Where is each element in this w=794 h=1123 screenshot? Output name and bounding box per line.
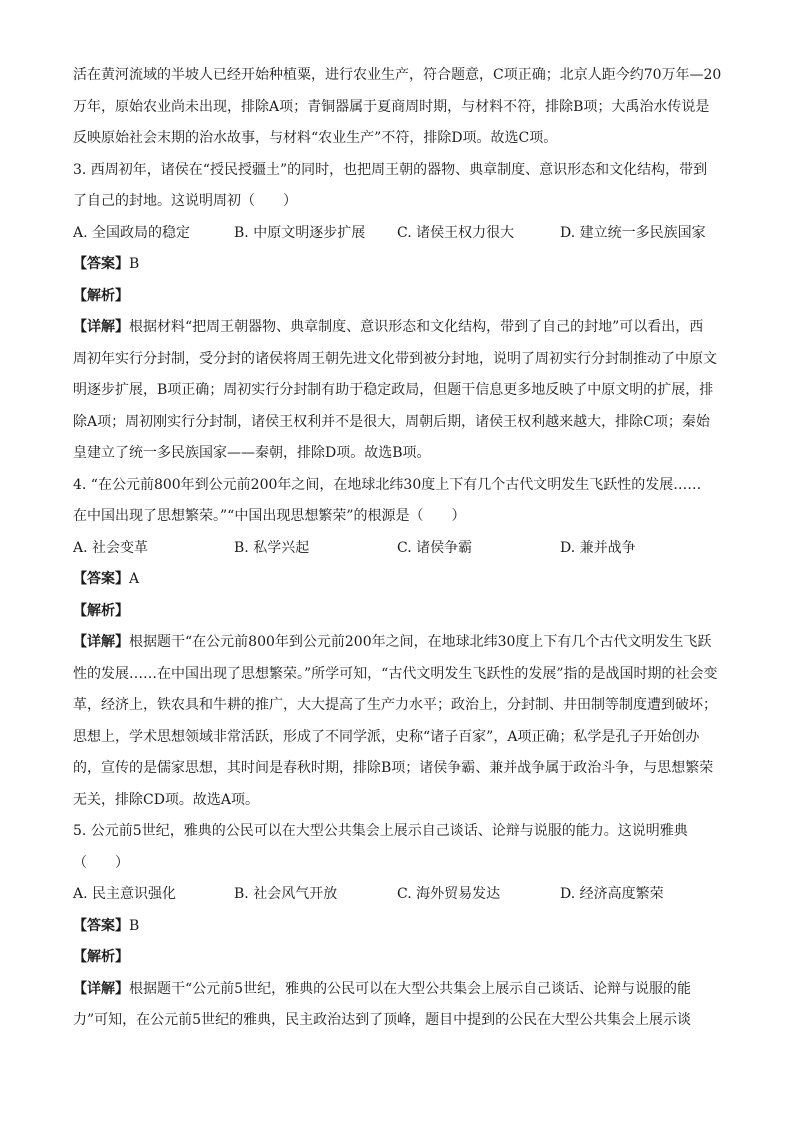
text-line: 力”可知，在公元前5世纪的雅典，民主政治达到了顶峰，题目中提到的公民在大型公共集会上展示谈: [73, 1012, 692, 1028]
option-c: C. 诸侯争霸: [397, 539, 473, 556]
answer-tag: 【答案】: [73, 917, 129, 934]
answer-tag: 【答案】: [73, 256, 129, 272]
text-line: 无关，排除CD项。故选A项。: [73, 791, 260, 808]
option-b: B. 中原文明逐步扩展: [234, 224, 366, 241]
text-line: [73, 627, 723, 659]
answer-line: [73, 564, 723, 596]
detail-tag: 【详解】: [73, 634, 129, 650]
text-line: 的，宣传的是儒家思想，其时间是春秋时期，排除B项；诸侯争霸、兼并战争属于政治斗争，与思想繁荣: [73, 760, 714, 776]
question-stem: 5. 公元前5世纪，雅典的公民可以在大型公共集会上展示自己谈话、论辩与说服的能力。这说明雅典: [73, 823, 688, 839]
question-3: [73, 155, 723, 470]
option-c: C. 海外贸易发达: [397, 886, 501, 902]
answer-value: B: [129, 256, 140, 272]
question-stem: 3. 西周初年，诸侯在“授民授疆土”的同时，也把周王朝的器物、典章制度、意识形态和文化结构，带到: [73, 161, 708, 178]
text-line: [73, 312, 723, 344]
options-row: [73, 879, 723, 911]
option-a: A. 全国政局的稳定: [73, 224, 191, 241]
text-line: 思想上，学术思想领域非常活跃，形成了不同学派，史称“诸子百家”，A项正确；私学是孔子开始创办: [73, 728, 700, 745]
detail-paragraph: [73, 312, 723, 470]
text-line: 万年，原始农业尚未出现，排除A项；青铜器属于夏商周时期，与材料不符，排除B项；大禹治水传说是: [73, 98, 710, 115]
answer-line: [73, 911, 723, 943]
text-line: 明逐步扩展，B项正确；周初实行分封制有助于稳定政局，但题干信息更多地反映了中原文明的扩展，排: [73, 382, 714, 398]
option-d: D. 兼并战争: [560, 539, 636, 556]
analysis-tag: 【解析】: [73, 287, 129, 304]
answer-value: B: [129, 917, 140, 934]
option-a: A. 民主意识强化: [73, 886, 177, 902]
text-line: 周初年实行分封制，受分封的诸侯将周王朝先进文化带到被分封地，说明了周初实行分封制推动了中原文: [73, 350, 717, 367]
option-d: D. 经济高度繁荣: [560, 886, 664, 902]
detail-text: 根据题干“公元前5世纪，雅典的公民可以在大型公共集会上展示自己谈话、论辩与说服的能: [129, 980, 692, 997]
text-line: 革，经济上，铁农具和牛耕的推广，大大提高了生产力水平；政治上，分封制、井田制等制度遭到破坏；: [73, 697, 717, 713]
question-5: [73, 816, 723, 1037]
answer-line: [73, 249, 723, 281]
option-d: D. 建立统一多民族国家: [560, 224, 706, 241]
option-c: C. 诸侯王权力很大: [397, 224, 515, 241]
text-line: 性的发展……在中国出现了思想繁荣。”所学可知，“古代文明发生飞跃性的发展”指的是战国时期的社会变: [73, 665, 718, 682]
question-stem: 了自己的封地。这说明周初（ ）: [73, 193, 297, 209]
question-stem: 4. “在公元前800年到公元前200年之间，在地球北纬30度上下有几个古代文明发生飞跃性的发展……: [73, 476, 702, 493]
detail-paragraph: [73, 974, 723, 1037]
question-stem: （ ）: [73, 854, 129, 871]
options-row: [73, 533, 723, 565]
document-page: [73, 60, 723, 1037]
options-row: [73, 218, 723, 250]
answer-tag: 【答案】: [73, 571, 129, 587]
intro-paragraph: [73, 60, 723, 155]
analysis-tag: 【解析】: [73, 949, 129, 965]
option-b: B. 社会风气开放: [234, 886, 338, 902]
analysis-line: [73, 942, 723, 974]
question-4: [73, 470, 723, 817]
text-line: 反映原始社会末期的治水故事，与材料“农业生产”不符，排除D项。故选C项。: [73, 130, 558, 146]
text-line: [73, 974, 723, 1006]
detail-text: 根据材料“把周王朝器物、典章制度、意识形态和文化结构，带到了自己的封地”可以看出，西: [129, 319, 704, 335]
analysis-line: [73, 281, 723, 313]
option-b: B. 私学兴起: [234, 539, 310, 556]
answer-value: A: [129, 571, 140, 587]
detail-text: 根据题干“在公元前800年到公元前200年之间，在地球北纬30度上下有几个古代文明发生飞跃: [129, 634, 712, 650]
question-stem: 在中国出现了思想繁荣。”“中国出现思想繁荣”的根源是（ ）: [73, 508, 466, 524]
text-line: 除A项；周初刚实行分封制，诸侯王权利并不是很大，周朝后期，诸侯王权利越来越大，排除C项；秦始: [73, 413, 710, 430]
detail-tag: 【详解】: [73, 980, 129, 997]
option-a: A. 社会变革: [73, 539, 149, 556]
text-line: 活在黄河流域的半坡人已经开始种植粟，进行农业生产，符合题意，C项正确；北京人距今约70万年—20: [73, 67, 722, 83]
analysis-tag: 【解析】: [73, 602, 129, 619]
detail-tag: 【详解】: [73, 319, 129, 335]
detail-paragraph: [73, 627, 723, 816]
analysis-line: [73, 596, 723, 628]
text-line: 皇建立了统一多民族国家——秦朝，排除D项。故选B项。: [73, 445, 431, 461]
